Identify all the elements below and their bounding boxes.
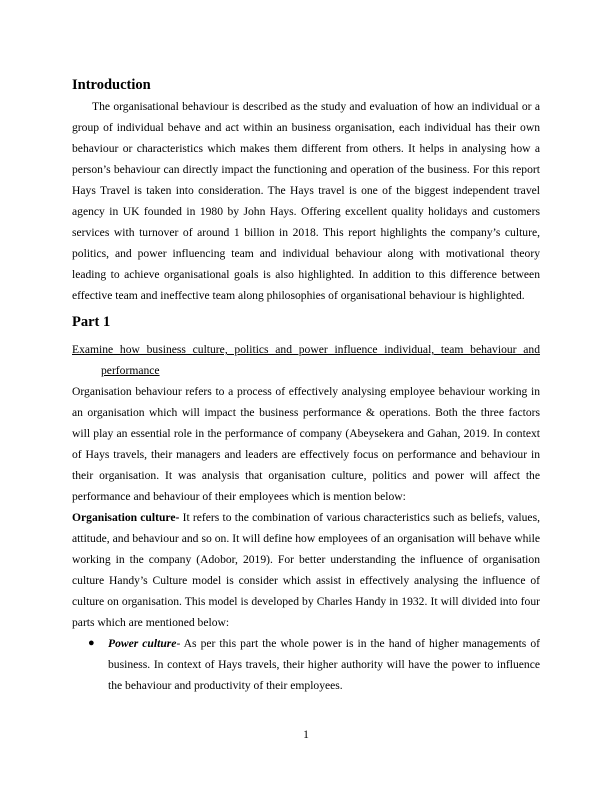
list-item [72,633,540,696]
part1-subheading: Examine how business culture, politics and power influence individual, team behaviour and performance [72,343,540,377]
bullet-label: Power culture [108,637,177,650]
part1-paragraph: Organisation behaviour refers to a process of effectively analysing employee behaviour working in an organisation which will impact the business performance & operations. Both the three factors will play an essential role in the performance of company (Abeysekera and Gahan, 2019. In context of Hays travels, their managers and leaders are effectively focus on performance and behaviour in their organisation. It was analysis that organisation culture, politics and power will affect the performance and behaviour of their employees which is mention below: [72,385,540,503]
page-number: 1 [303,728,309,741]
introduction-heading: Introduction [72,77,151,93]
culture-bullet-list [72,633,540,696]
organisation-culture-text: It refers to the combination of various characteristics such as beliefs, values, attitude, and behaviour and so on. It will define how employees of an organisation will behave while working in the company (Adobor, 2019). For better understanding the influence of organisation culture Handy’s Culture model is consider which assist in effectively analysing the influence of culture on organisation. This model is developed by Charles Handy in 1932. It will divided into four parts which are mentioned below: [72,511,540,629]
organisation-culture-paragraph [72,507,540,633]
bullet-text: - As per this part the whole power is in the hand of higher managements of business. In context of Hays travels, their higher authority will have the power to influence the behaviour and productivity of their employees. [108,637,540,692]
introduction-paragraph: The organisational behaviour is described as the study and evaluation of how an individual or a group of individual behave and act within an business organisation, each individual has their own behaviour or characteristics which makes them different from others. It helps in analysing how a person’s behaviour can directly impact the functioning and operation of the business. For this report Hays Travel is taken into consideration. The Hays travel is one of the biggest independent travel agency in UK founded in 1980 by John Hays. Offering excellent quality holidays and customers services with turnover of around 1 billion in 2018. This report highlights the company’s culture, politics, and power influencing team and individual behaviour along with motivational theory leading to achieve organisational goals is also highlighted. In addition to this difference between effective team and ineffective team along philosophies of organisational behaviour is highlighted. [72,100,540,302]
bullet-icon: ● [88,637,95,649]
document-page [72,76,540,696]
organisation-culture-label: Organisation culture- [72,511,180,524]
part1-heading: Part 1 [72,314,111,330]
